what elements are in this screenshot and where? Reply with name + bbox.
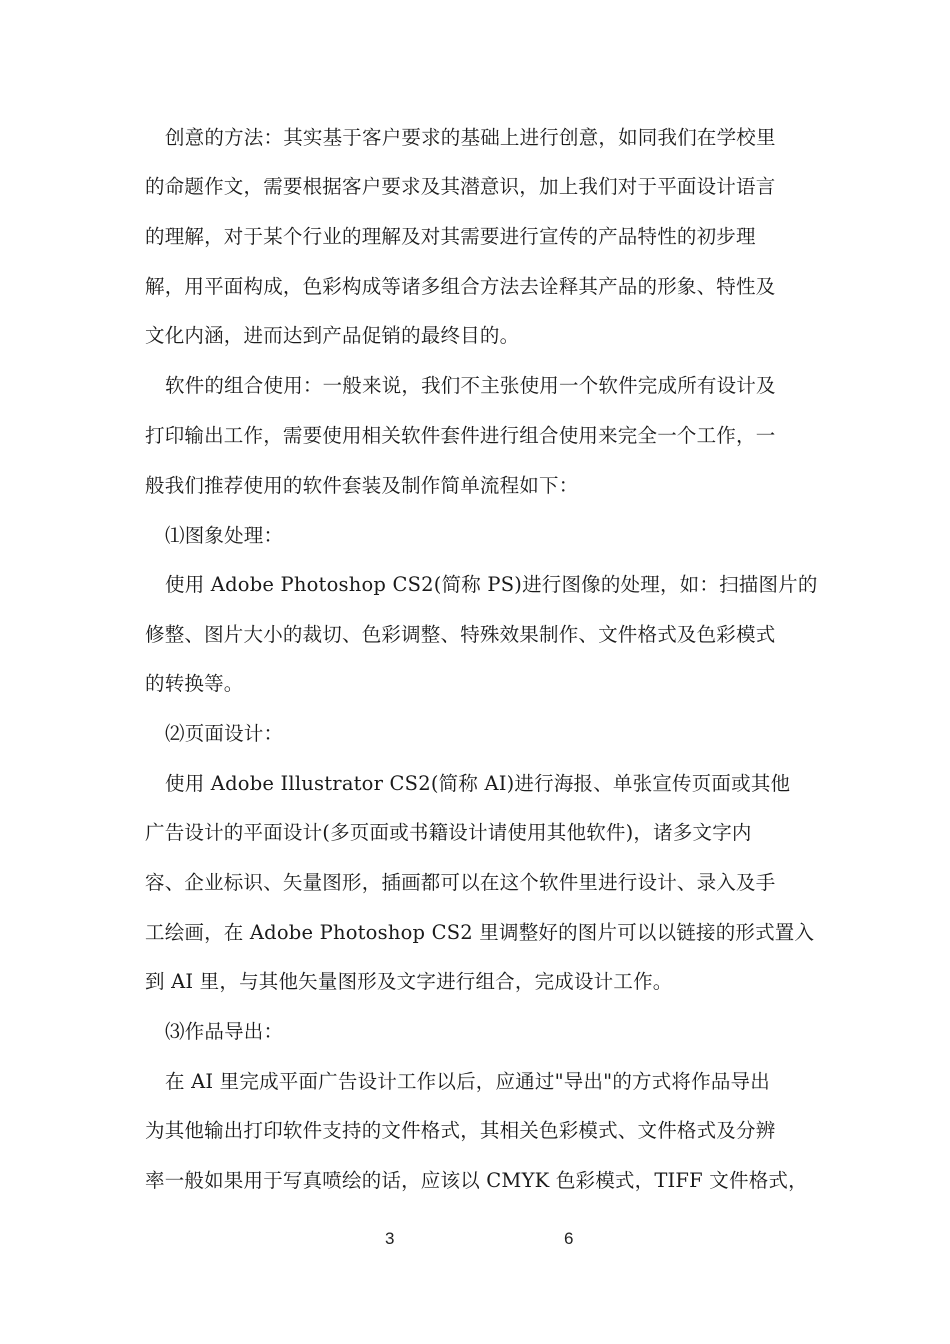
- text-line: 的转换等。: [145, 672, 244, 695]
- text-line: 解，用平面构成，色彩构成等诸多组合方法去诠释其产品的形象、特性及: [145, 275, 776, 298]
- text-line: 率一般如果用于写真喷绘的话，应该以 CMYK 色彩模式，TIFF 文件格式，: [145, 1169, 808, 1192]
- text-line: 软件的组合使用：一般来说，我们不主张使用一个软件完成所有设计及: [165, 374, 776, 397]
- text-line: 文化内涵，进而达到产品促销的最终目的。: [145, 324, 520, 347]
- text-line: 到 AI 里，与其他矢量图形及文字进行组合，完成设计工作。: [145, 970, 673, 993]
- text-line: 广告设计的平面设计(多页面或书籍设计请使用其他软件)，诸多文字内: [145, 821, 752, 844]
- text-line: 工绘画，在 Adobe Photoshop CS2 里调整好的图片可以以链接的形式置入: [145, 921, 815, 944]
- text-line: 容、企业标识、矢量图形，插画都可以在这个软件里进行设计、录入及手: [145, 871, 776, 894]
- section-heading: ⑶作品导出：: [165, 1020, 284, 1043]
- page-total: 6: [564, 1229, 574, 1248]
- text-line: 在 AI 里完成平面广告设计工作以后，应通过"导出"的方式将作品导出: [165, 1070, 770, 1093]
- text-line: 为其他输出打印软件支持的文件格式，其相关色彩模式、文件格式及分辨: [145, 1119, 776, 1142]
- text-line: 的命题作文，需要根据客户要求及其潜意识，加上我们对于平面设计语言: [145, 175, 776, 198]
- text-line: 般我们推荐使用的软件套装及制作简单流程如下：: [145, 474, 579, 497]
- text-line: 使用 Adobe Illustrator CS2(简称 AI)进行海报、单张宣传页面或其他: [165, 772, 791, 795]
- section-heading: ⑵页面设计：: [165, 722, 284, 745]
- section-heading: ⑴图象处理：: [165, 524, 284, 547]
- text-line: 打印输出工作，需要使用相关软件套件进行组合使用来完全一个工作，一: [145, 424, 776, 447]
- text-line: 修整、图片大小的裁切、色彩调整、特殊效果制作、文件格式及色彩模式: [145, 623, 776, 646]
- text-line: 使用 Adobe Photoshop CS2(简称 PS)进行图像的处理，如：扫描图片的: [165, 573, 818, 596]
- page-number: 3: [385, 1229, 395, 1248]
- text-line: 创意的方法：其实基于客户要求的基础上进行创意，如同我们在学校里: [165, 126, 776, 149]
- text-line: 的理解，对于某个行业的理解及对其需要进行宣传的产品特性的初步理: [145, 225, 756, 248]
